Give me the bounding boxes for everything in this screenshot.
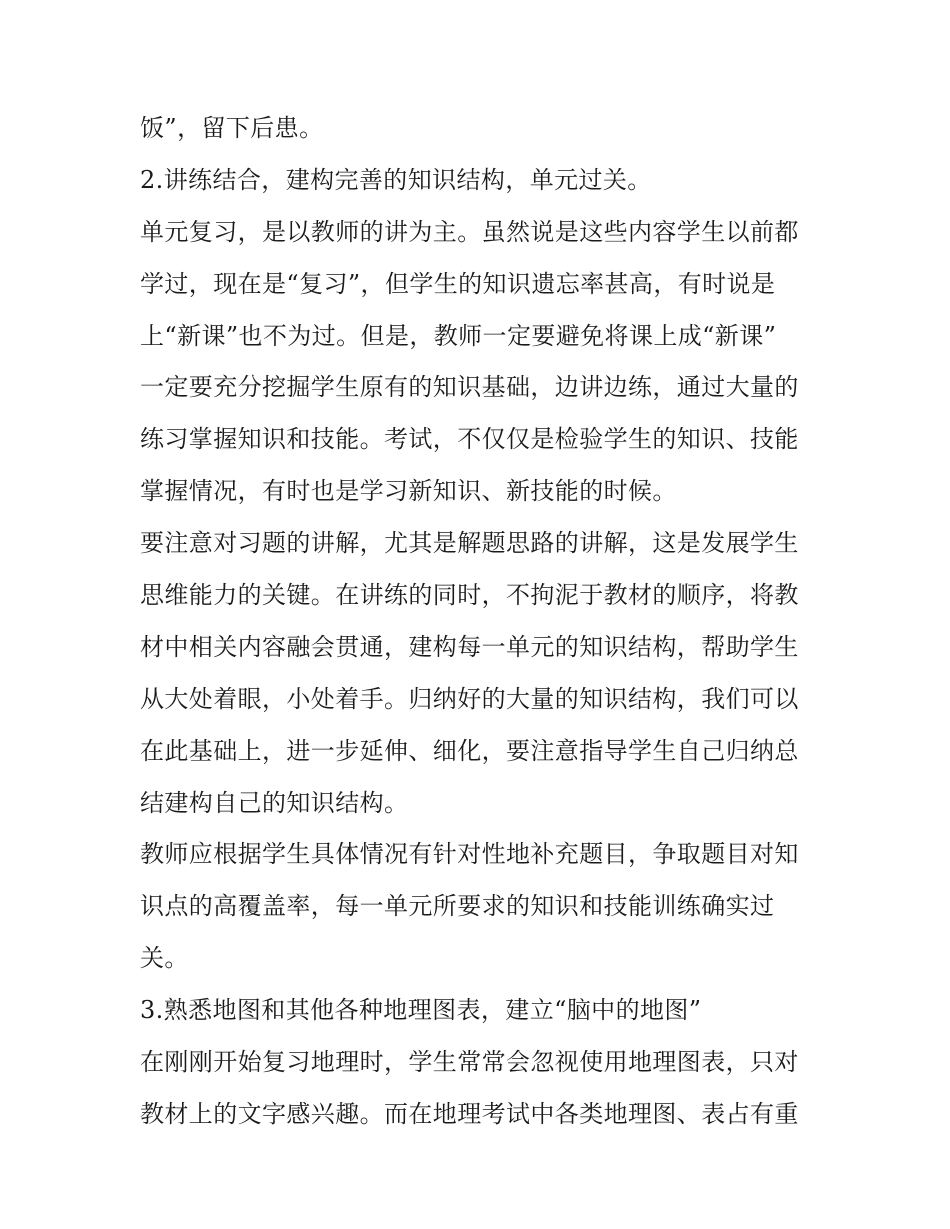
text-line: 从大处着眼，小处着手。归纳好的大量的知识结构，我们可以 bbox=[140, 684, 799, 713]
document-body bbox=[140, 108, 820, 1146]
text-line: 教材上的文字感兴趣。而在地理考试中各类地理图、表占有重 bbox=[140, 1099, 799, 1128]
text-line: 饭”，留下后患。 bbox=[140, 114, 324, 142]
text-line: 结建构自己的知识结构。 bbox=[140, 788, 409, 817]
text-line: 识点的高覆盖率，每一单元所要求的知识和技能训练确实过 bbox=[140, 892, 775, 921]
text-line: 上“新课”也不为过。但是，教师一定要避免将课上成“新课” bbox=[140, 321, 777, 350]
section-heading: 3.熟悉地图和其他各种地理图表，建立“脑中的地图” bbox=[140, 996, 702, 1025]
section-heading: 2.讲练结合，建构完善的知识结构，单元过关。 bbox=[140, 165, 652, 194]
text-line: 掌握情况，有时也是学习新知识、新技能的时候。 bbox=[140, 477, 677, 506]
text-line: 思维能力的关键。在讲练的同时，不拘泥于教材的顺序，将教 bbox=[140, 581, 799, 610]
text-line: 在此基础上，进一步延伸、细化，要注意指导学生自己归纳总 bbox=[140, 736, 799, 765]
text-line: 单元复习，是以教师的讲为主。虽然说是这些内容学生以前都 bbox=[140, 217, 799, 246]
text-line: 一定要充分挖掘学生原有的知识基础，边讲边练，通过大量的 bbox=[140, 373, 799, 402]
text-line: 材中相关内容融会贯通，建构每一单元的知识结构，帮助学生 bbox=[140, 632, 799, 661]
text-line: 教师应根据学生具体情况有针对性地补充题目，争取题目对知 bbox=[140, 840, 799, 869]
text-line: 学过，现在是“复习”，但学生的知识遗忘率甚高，有时说是 bbox=[140, 269, 776, 298]
text-line: 在刚刚开始复习地理时，学生常常会忽视使用地理图表，只对 bbox=[140, 1048, 799, 1077]
text-line: 关。 bbox=[140, 944, 189, 973]
text-line: 练习掌握知识和技能。考试，不仅仅是检验学生的知识、技能 bbox=[140, 425, 799, 454]
text-line: 要注意对习题的讲解，尤其是解题思路的讲解，这是发展学生 bbox=[140, 529, 799, 558]
